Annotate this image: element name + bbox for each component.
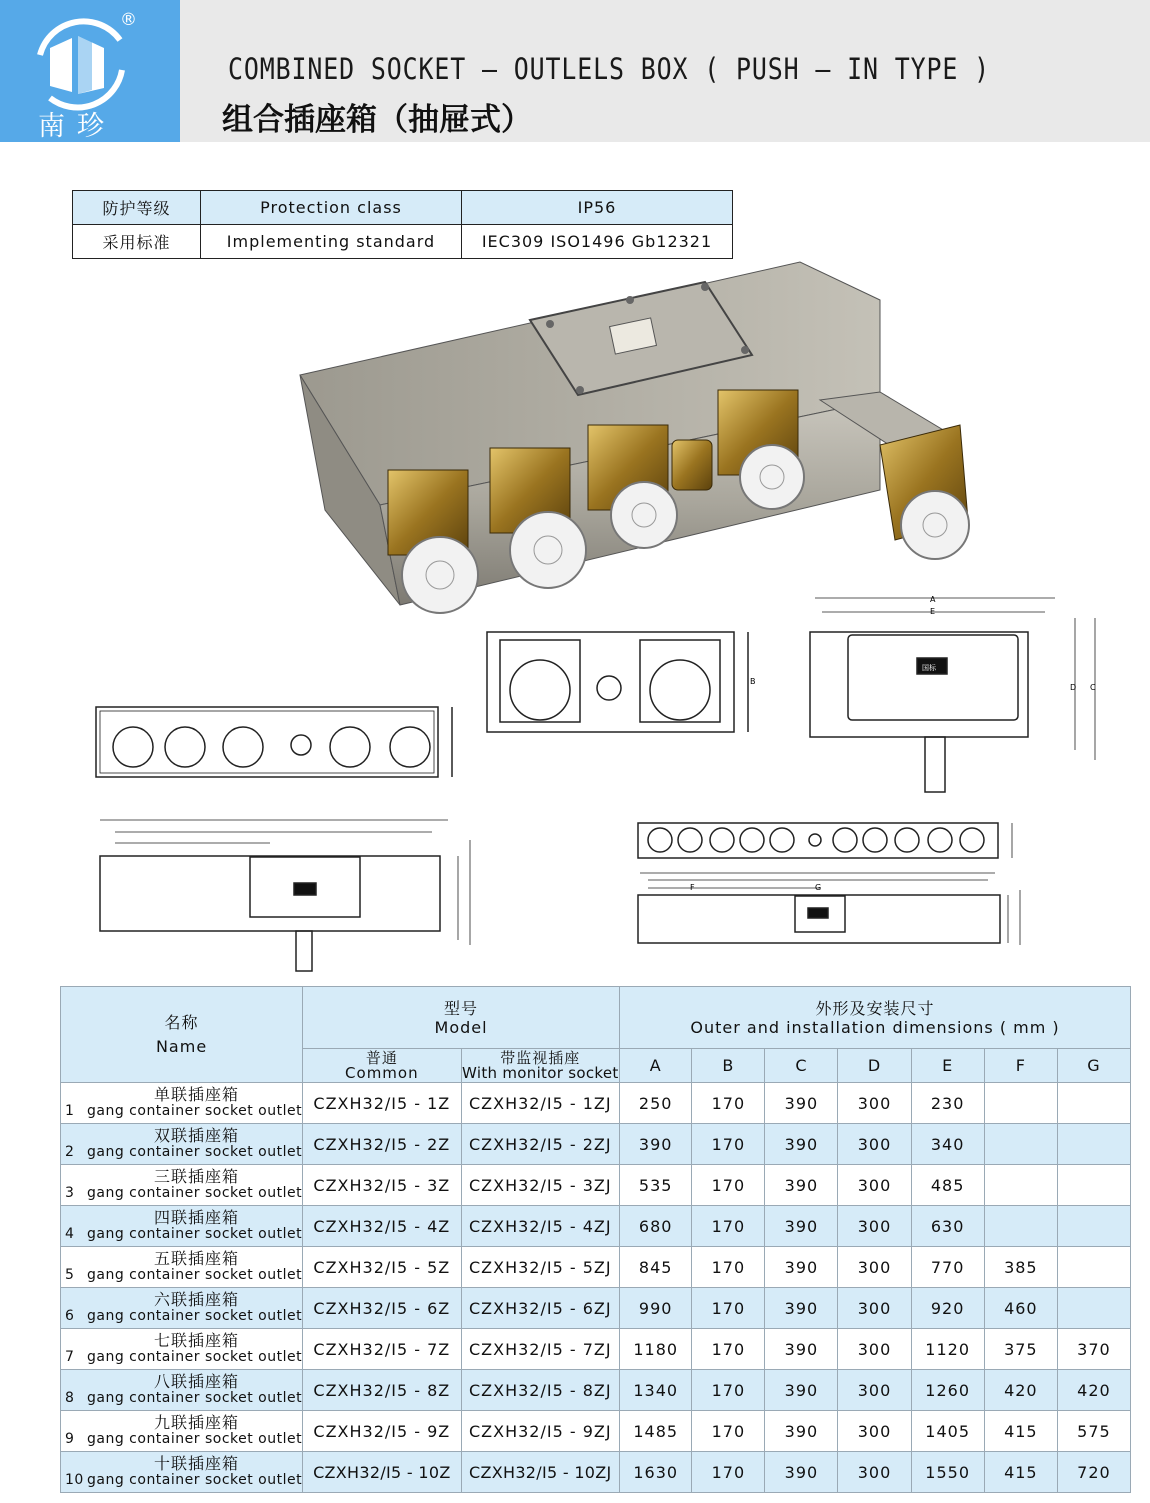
row-dim-b: 170 [692,1124,765,1165]
protection-table [72,190,733,259]
row-name-cell [61,1083,303,1124]
row-dim-f: 415 [984,1411,1057,1452]
protection-value: IP56 [462,191,733,225]
row-name-cell [61,1206,303,1247]
row-dim-b: 170 [692,1247,765,1288]
row-name-en-text: gang container socket outlet [87,1349,303,1365]
table-row [61,1206,1131,1247]
row-dim-c: 390 [765,1288,838,1329]
dims-header-en: Outer and installation dimensions ( mm ) [690,1017,1060,1037]
col-d-header: D [838,1049,911,1083]
row-name-en [61,1226,302,1242]
table-row [61,1411,1131,1452]
row-dim-g [1057,1124,1130,1165]
row-name-en [61,1472,302,1488]
col-c-header: C [765,1049,838,1083]
row-dim-a: 1180 [620,1329,692,1370]
row-dim-g [1057,1083,1130,1124]
row-dim-e: 630 [911,1206,984,1247]
row-model-common: CZXH32/I5 - 5Z [303,1247,461,1288]
row-name-en-text: gang container socket outlet [87,1390,303,1406]
row-dim-b: 170 [692,1411,765,1452]
monitor-header-cn: 带监视插座 [500,1048,581,1067]
row-name-cn: 六联插座箱 [154,1290,240,1309]
row-model-common: CZXH32/I5 - 1Z [303,1083,461,1124]
row-model-common: CZXH32/I5 - 7Z [303,1329,461,1370]
row-dim-c: 390 [765,1165,838,1206]
monitor-header-en: With monitor socket [462,1063,619,1082]
row-model-common: CZXH32/I5 - 10Z [303,1452,461,1493]
row-dim-a: 845 [620,1247,692,1288]
row-dim-e: 1550 [911,1452,984,1493]
row-dim-g: 420 [1057,1370,1130,1411]
table-row [61,1247,1131,1288]
row-model-common: CZXH32/I5 - 9Z [303,1411,461,1452]
row-name-cn: 三联插座箱 [154,1167,240,1186]
row-model-monitor: CZXH32/I5 - 7ZJ [461,1329,619,1370]
row-dim-e: 770 [911,1247,984,1288]
row-model-common: CZXH32/I5 - 2Z [303,1124,461,1165]
row-dim-c: 390 [765,1247,838,1288]
dim-label-f: F [690,883,695,892]
row-name-cn: 五联插座箱 [154,1249,240,1268]
row-number: 8 [65,1390,75,1406]
protection-en-label: Protection class [201,191,462,225]
table-row [61,1083,1131,1124]
row-dim-d: 300 [838,1329,911,1370]
standard-cn-label: 采用标准 [73,225,201,259]
row-dim-d: 300 [838,1370,911,1411]
product-drawings [60,260,1140,980]
row-dim-b: 170 [692,1288,765,1329]
row-name-cell [61,1124,303,1165]
row-name-cn: 八联插座箱 [154,1372,240,1391]
row-dim-f [984,1206,1057,1247]
row-model-monitor: CZXH32/I5 - 5ZJ [461,1247,619,1288]
row-number: 9 [65,1431,75,1447]
row-name-cell [61,1329,303,1370]
row-name-cell [61,1165,303,1206]
logo-text: 南珍 [38,111,116,142]
row-model-monitor: CZXH32/I5 - 3ZJ [461,1165,619,1206]
row-dim-c: 390 [765,1329,838,1370]
row-dim-c: 390 [765,1411,838,1452]
row-dim-b: 170 [692,1206,765,1247]
row-name-cn: 四联插座箱 [154,1208,240,1227]
dims-header [620,987,1131,1049]
row-dim-d: 300 [838,1288,911,1329]
company-logo [0,0,180,142]
row-dim-c: 390 [765,1083,838,1124]
table-row [61,1329,1131,1370]
standard-value: IEC309 ISO1496 Gb12321 [462,225,733,259]
row-dim-e: 230 [911,1083,984,1124]
row-number: 7 [65,1349,75,1365]
standard-row [73,225,733,259]
row-name-en [61,1267,302,1283]
row-name-en [61,1308,302,1324]
row-model-monitor: CZXH32/I5 - 4ZJ [461,1206,619,1247]
row-dim-d: 300 [838,1083,911,1124]
row-name-en [61,1185,302,1201]
row-name-en [61,1431,302,1447]
name-header-cn: 名称 [164,1012,199,1032]
row-name-cell [61,1411,303,1452]
row-model-common: CZXH32/I5 - 4Z [303,1206,461,1247]
row-dim-e: 485 [911,1165,984,1206]
dim-label-b: B [750,677,756,686]
row-dim-a: 1630 [620,1452,692,1493]
row-dim-a: 680 [620,1206,692,1247]
protection-row [73,191,733,225]
monitor-header [461,1049,619,1083]
table-row [61,1288,1131,1329]
row-number: 5 [65,1267,75,1283]
row-dim-f: 375 [984,1329,1057,1370]
product-photo [300,262,969,613]
model-header-en: Model [434,1017,488,1037]
views-10gang [638,823,1020,945]
header-row-1 [61,987,1131,1049]
front-view-2gang [487,632,748,732]
col-f-header: F [984,1049,1057,1083]
row-name-cell [61,1288,303,1329]
nameplate-label: 国标 [922,664,936,672]
row-model-monitor: CZXH32/I5 - 6ZJ [461,1288,619,1329]
table-row [61,1124,1131,1165]
protection-cn-label: 防护等级 [73,191,201,225]
model-header [303,987,620,1049]
row-dim-a: 1340 [620,1370,692,1411]
row-name-cell [61,1370,303,1411]
row-dim-f: 420 [984,1370,1057,1411]
row-dim-b: 170 [692,1083,765,1124]
row-dim-g [1057,1288,1130,1329]
dim-label-c: C [1090,683,1096,692]
row-name-cn: 七联插座箱 [154,1331,240,1350]
header-band [0,0,1150,142]
row-dim-e: 1120 [911,1329,984,1370]
row-dim-c: 390 [765,1370,838,1411]
row-name-en-text: gang container socket outlet [87,1103,303,1119]
row-dim-e: 920 [911,1288,984,1329]
table-row [61,1370,1131,1411]
row-dim-f: 385 [984,1247,1057,1288]
row-dim-c: 390 [765,1452,838,1493]
dim-label-d: D [1070,683,1077,692]
row-dim-e: 340 [911,1124,984,1165]
row-dim-b: 170 [692,1329,765,1370]
row-model-monitor: CZXH32/I5 - 9ZJ [461,1411,619,1452]
row-name-en-text: gang container socket outlet [87,1472,303,1488]
row-dim-f [984,1165,1057,1206]
row-dim-a: 535 [620,1165,692,1206]
row-name-en [61,1103,302,1119]
row-name-cn: 双联插座箱 [154,1126,240,1145]
row-name-en-text: gang container socket outlet [87,1185,303,1201]
front-view-5gang [96,707,452,777]
common-header [303,1049,461,1083]
dims-header-cn: 外形及安装尺寸 [815,998,935,1018]
registered-mark: ® [120,10,137,30]
row-name-cn: 单联插座箱 [154,1085,240,1104]
top-view-2gang [810,598,1095,792]
row-dim-b: 170 [692,1452,765,1493]
top-view-5gang [100,820,470,971]
row-model-monitor: CZXH32/I5 - 1ZJ [461,1083,619,1124]
row-number: 3 [65,1185,75,1201]
row-dim-a: 1485 [620,1411,692,1452]
row-number: 2 [65,1144,75,1160]
row-name-cell [61,1247,303,1288]
row-dim-d: 300 [838,1124,911,1165]
dim-label-e: E [930,607,936,616]
row-name-en-text: gang container socket outlet [87,1308,303,1324]
row-name-en [61,1390,302,1406]
row-dim-g [1057,1247,1130,1288]
row-name-en [61,1349,302,1365]
row-dim-d: 300 [838,1247,911,1288]
standard-en-label: Implementing standard [201,225,462,259]
row-name-en [61,1144,302,1160]
col-g-header: G [1057,1049,1130,1083]
row-model-common: CZXH32/I5 - 3Z [303,1165,461,1206]
row-model-monitor: CZXH32/I5 - 10ZJ [461,1452,619,1493]
row-dim-d: 300 [838,1411,911,1452]
table-row [61,1165,1131,1206]
row-dim-f [984,1124,1057,1165]
row-dim-e: 1405 [911,1411,984,1452]
row-dim-d: 300 [838,1206,911,1247]
row-dim-d: 300 [838,1452,911,1493]
row-name-cn: 九联插座箱 [154,1413,240,1432]
common-header-cn: 普通 [365,1048,398,1067]
row-dim-f: 415 [984,1452,1057,1493]
table-row [61,1452,1131,1493]
row-name-en-text: gang container socket outlet [87,1144,303,1160]
spec-table-body [61,1083,1131,1493]
row-number: 1 [65,1103,75,1119]
col-b-header: B [692,1049,765,1083]
row-dim-e: 1260 [911,1370,984,1411]
row-dim-a: 390 [620,1124,692,1165]
name-header [61,987,303,1083]
row-number: 10 [65,1472,84,1488]
row-name-en-text: gang container socket outlet [87,1226,303,1242]
row-dim-b: 170 [692,1370,765,1411]
row-dim-c: 390 [765,1206,838,1247]
title-chinese: 组合插座箱（抽屉式） [222,102,532,138]
row-number: 4 [65,1226,75,1242]
row-name-en-text: gang container socket outlet [87,1431,303,1447]
dim-label-g: G [815,883,822,892]
row-dim-a: 250 [620,1083,692,1124]
row-model-monitor: CZXH32/I5 - 2ZJ [461,1124,619,1165]
col-a-header: A [620,1049,692,1083]
row-dim-g: 370 [1057,1329,1130,1370]
col-e-header: E [911,1049,984,1083]
row-dim-b: 170 [692,1165,765,1206]
row-dim-c: 390 [765,1124,838,1165]
row-model-common: CZXH32/I5 - 8Z [303,1370,461,1411]
row-number: 6 [65,1308,75,1324]
model-header-cn: 型号 [444,998,479,1018]
row-name-cn: 十联插座箱 [154,1454,240,1473]
dim-label-a: A [930,595,936,604]
title-english: COMBINED SOCKET – OUTLELS BOX ( PUSH – IN TYPE ) [228,52,991,86]
row-dim-g [1057,1206,1130,1247]
spec-table [60,986,1131,1493]
row-dim-a: 990 [620,1288,692,1329]
row-dim-d: 300 [838,1165,911,1206]
name-header-en: Name [155,1036,208,1056]
row-name-en-text: gang container socket outlet [87,1267,303,1283]
row-dim-g [1057,1165,1130,1206]
row-dim-g: 575 [1057,1411,1130,1452]
row-dim-f: 460 [984,1288,1057,1329]
row-dim-f [984,1083,1057,1124]
row-dim-g: 720 [1057,1452,1130,1493]
row-name-cell [61,1452,303,1493]
common-header-en: Common [345,1063,419,1082]
row-model-common: CZXH32/I5 - 6Z [303,1288,461,1329]
row-model-monitor: CZXH32/I5 - 8ZJ [461,1370,619,1411]
